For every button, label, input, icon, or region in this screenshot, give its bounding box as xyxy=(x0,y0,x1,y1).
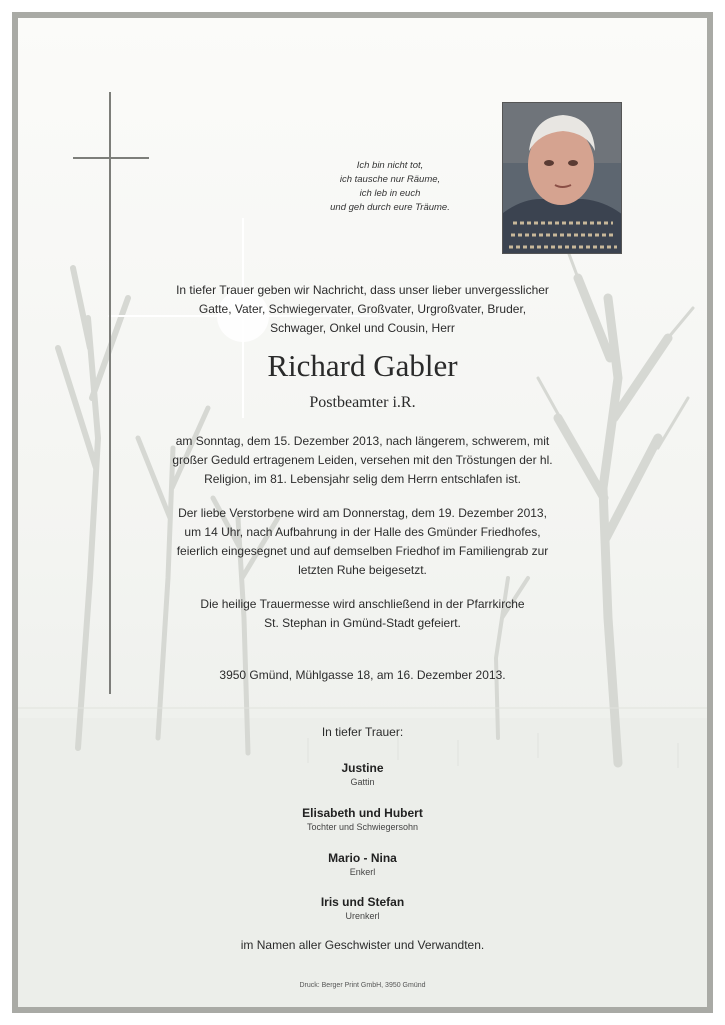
closing-text: im Namen aller Geschwister und Verwandten. xyxy=(240,938,485,952)
poem xyxy=(300,159,480,215)
mass-line: Die heilige Trauermesse wird anschließend in der Pfarrkirche xyxy=(200,597,525,611)
mourner-name: Justine xyxy=(341,761,384,775)
deceased-occupation: Postbeamter i.R. xyxy=(309,394,416,411)
poem-line: ich tausche nur Räume, xyxy=(339,174,441,185)
death-line: Religion, im 81. Lebensjahr selig dem Herrn entschlafen ist. xyxy=(204,472,521,486)
mourning-intro: In tiefer Trauer: xyxy=(321,725,404,739)
mourner-name: Mario - Nina xyxy=(328,851,397,865)
mourner-name: Iris und Stefan xyxy=(320,895,405,909)
funeral-line: Der liebe Verstorbene wird am Donnerstag, dem 19. Dezember 2013, xyxy=(178,506,547,520)
mourner-relation: Enkerl xyxy=(349,867,376,877)
mourner-name: Elisabeth und Hubert xyxy=(302,806,423,820)
funeral-line: feierlich eingesegnet und auf demselben Friedhof im Familiengrab zur xyxy=(176,544,549,558)
place-date: 3950 Gmünd, Mühlgasse 18, am 16. Dezember 2013. xyxy=(219,668,506,682)
intro-text xyxy=(150,281,575,338)
poem-line: ich leb in euch xyxy=(359,188,421,199)
intro-line: In tiefer Trauer geben wir Nachricht, dass unser lieber unvergesslicher xyxy=(176,283,549,297)
funeral-line: letzten Ruhe beigesetzt. xyxy=(298,563,427,577)
funeral-line: um 14 Uhr, nach Aufbahrung in der Halle des Gmünder Friedhofes, xyxy=(184,525,541,539)
mourner-relation: Gattin xyxy=(350,777,375,787)
death-text xyxy=(150,432,575,489)
funeral-text xyxy=(150,504,575,580)
mourner-relation: Urenkerl xyxy=(345,911,380,921)
printer-credit: Druck: Berger Print GmbH, 3950 Gmünd xyxy=(299,982,426,989)
death-line: großer Geduld ertragenem Leiden, versehen mit den Tröstungen der hl. xyxy=(172,453,553,467)
deceased-name: Richard Gabler xyxy=(267,348,458,383)
mass-text xyxy=(150,595,575,633)
cross-vertical-bar xyxy=(109,92,111,694)
mourner-relation: Tochter und Schwiegersohn xyxy=(306,822,419,832)
portrait-image xyxy=(503,103,622,254)
mass-line: St. Stephan in Gmünd-Stadt gefeiert. xyxy=(264,616,461,630)
intro-line: Gatte, Vater, Schwiegervater, Großvater, Urgroßvater, Bruder, xyxy=(198,302,527,316)
poem-line: Ich bin nicht tot, xyxy=(356,160,424,171)
intro-line: Schwager, Onkel und Cousin, Herr xyxy=(270,321,455,335)
death-line: am Sonntag, dem 15. Dezember 2013, nach längerem, schwerem, mit xyxy=(175,434,550,448)
poem-line: und geh durch eure Träume. xyxy=(330,202,450,213)
portrait-photo xyxy=(502,102,622,254)
cross-horizontal-bar xyxy=(73,157,149,159)
